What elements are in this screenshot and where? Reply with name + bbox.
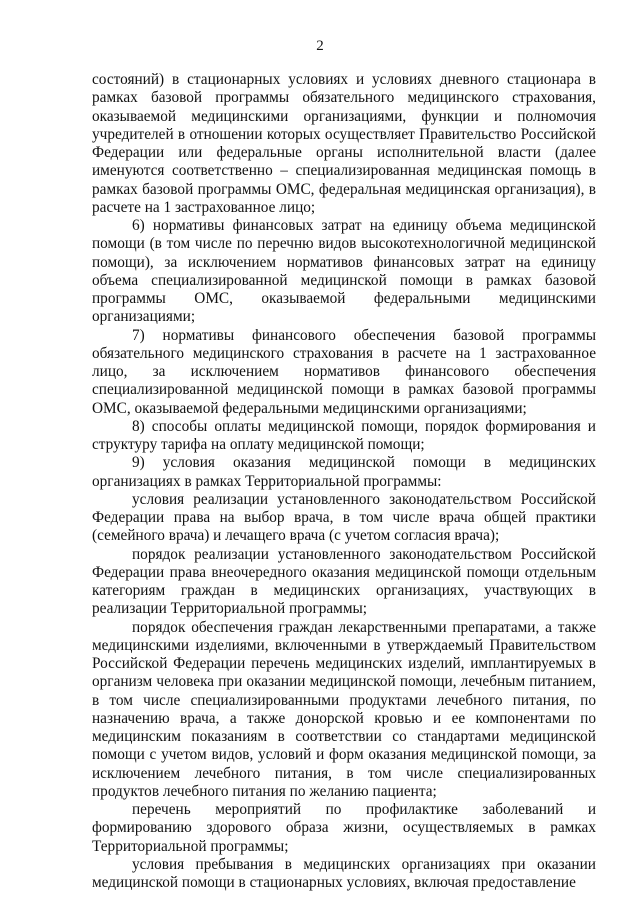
page-number: 2: [316, 38, 324, 54]
paragraph: условия пребывания в медицинских организациях при оказании медицинской помощи в стационарных условиях, включая предоставление: [92, 855, 596, 891]
paragraph: условия реализации установленного законодательством Российской Федерации права на выбор врача, в том числе врача общей практики (семейного врача) и лечащего врача (с учетом согласия врача);: [92, 490, 596, 545]
paragraph: порядок реализации установленного законодательством Российской Федерации права внеочередного оказания медицинской помощи отдельным категориям граждан в медицинских организациях, участвующих в реализации Территориальной программы;: [92, 545, 596, 618]
paragraph: перечень мероприятий по профилактике заболеваний и формированию здорового образа жизни, осуществляемых в рамках Территориальной программы;: [92, 801, 596, 855]
paragraph: 7) нормативы финансового обеспечения базовой программы обязательного медицинского страхования в расчете на 1 застрахованное лицо, за исключением нормативов финансового обеспечения специализированной медицинской помощи в рамках базовой программы ОМС, оказываемой федеральными медицинскими организациями;: [92, 326, 596, 417]
paragraph: 9) условия оказания медицинской помощи в медицинских организациях в рамках Территориальной программы:: [92, 454, 596, 490]
paragraph: 8) способы оплаты медицинской помощи, порядок формирования и структуру тарифа на оплату медицинской помощи;: [92, 417, 596, 453]
document-body: [92, 71, 596, 892]
paragraph: состояний) в стационарных условиях и условиях дневного стационара в рамках базовой программы обязательного медицинского страхования, оказываемой медицинскими организациями, функции и полномочия учредителей в отношении которых осуществляет Правительство Российской Федерации или федеральные органы исполнительной власти (далее именуются соответственно – специализированная медицинская помощь в рамках базовой программы ОМС, федеральная медицинская организация), в расчете на 1 застрахованное лицо;: [92, 71, 596, 216]
paragraph: порядок обеспечения граждан лекарственными препаратами, а также медицинскими изделиями, включенными в утверждаемый Правительством Российской Федерации перечень медицинских изделий, имплантируемых в организм человека при оказании медицинской помощи, лечебным питанием, в том числе специализированными продуктами лечебного питания, по назначению врача, а также донорской кровью и ее компонентами по медицинским показаниям в соответствии со стандартами медицинской помощи с учетом видов, условий и форм оказания медицинской помощи, за исключением лечебного питания, в том числе специализированных продуктов лечебного питания по желанию пациента;: [92, 618, 596, 800]
paragraph: 6) нормативы финансовых затрат на единицу объема медицинской помощи (в том числе по перечню видов высокотехнологичной медицинской помощи), за исключением нормативов финансовых затрат на единицу объема специализированной медицинской помощи в рамках базовой программы ОМС, оказываемой федеральными медицинскими организациями;: [92, 217, 596, 326]
